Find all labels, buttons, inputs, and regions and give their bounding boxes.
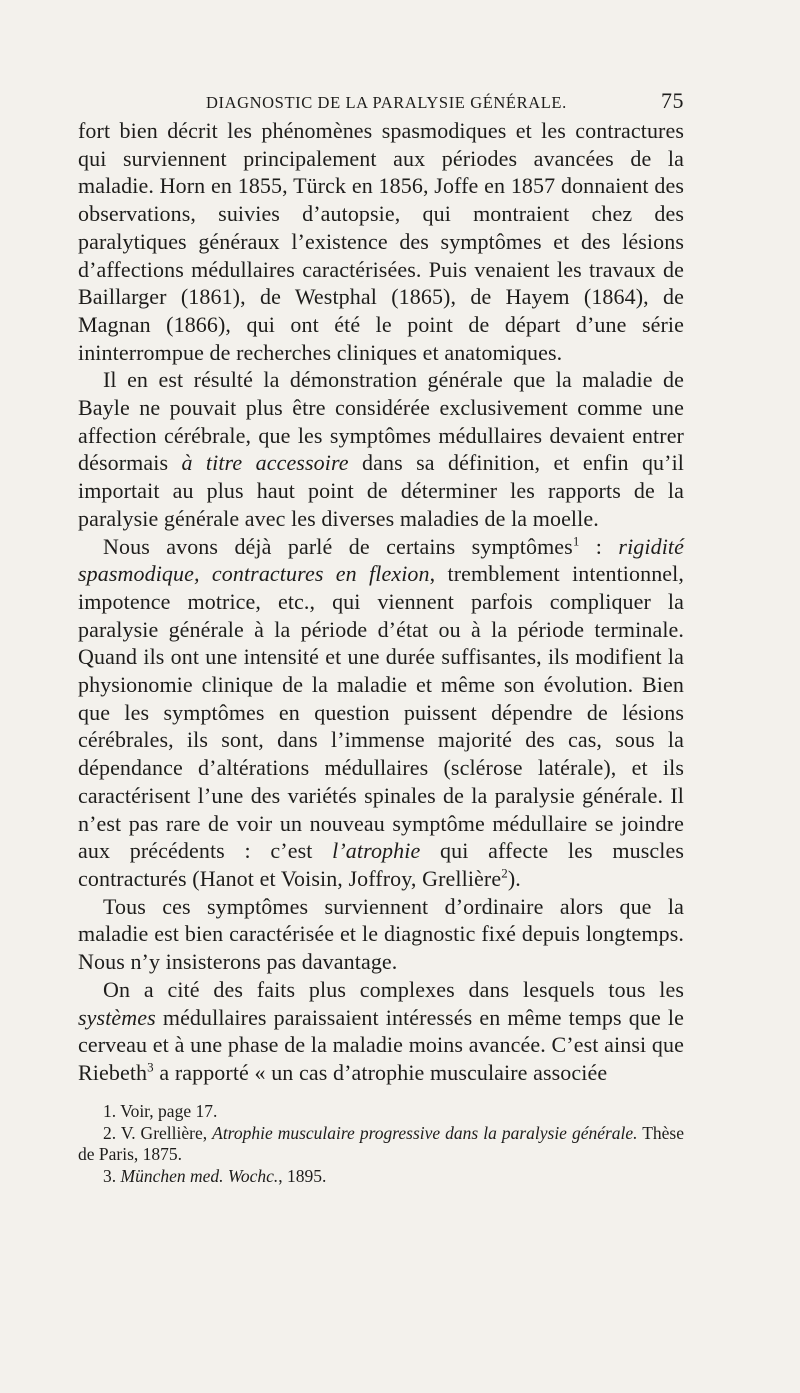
footnote-ref-1: 1 xyxy=(572,533,580,549)
footnotes xyxy=(78,1101,684,1187)
paragraph-3 xyxy=(78,533,684,893)
paragraph-4-text: Tous ces symptômes surviennent d’ordinaire alors que la maladie est bien caractérisée et le diagnostic fixé depuis longtemps. Nous n’y insisterons pas davantage. xyxy=(78,893,684,975)
paragraph-5-italic: systèmes xyxy=(78,1004,156,1030)
paragraph-1 xyxy=(78,117,684,366)
footnote-3-text: , 1895. xyxy=(278,1165,327,1186)
paragraph-5 xyxy=(78,976,684,1087)
footnote-1-text: Voir, page 17. xyxy=(120,1101,218,1121)
footnote-2-number: 2. xyxy=(103,1122,117,1143)
footnote-2-italic: Atrophie musculaire progressive dans la paralysie générale. xyxy=(212,1122,638,1143)
footnote-1 xyxy=(78,1101,684,1123)
footnote-2-text-b: Thèse de Paris, 1875. xyxy=(78,1122,685,1164)
paragraph-3-text-e: ). xyxy=(507,865,521,891)
paragraph-2-text-b: dans sa définition, et enfin qu’il importait au plus haut point de déterminer les rapports de la paralysie générale avec les diverses maladies de la moelle. xyxy=(78,450,684,531)
footnote-1-number: 1. xyxy=(103,1101,117,1121)
body-text xyxy=(78,117,684,1087)
footnote-2 xyxy=(78,1123,684,1166)
page-number: 75 xyxy=(661,88,684,113)
footnote-3 xyxy=(78,1166,684,1188)
paragraph-3-italic-2: l’atrophie xyxy=(332,838,421,864)
paragraph-3-text-c: , tremblement intentionnel, impotence motrice, etc., qui viennent parfois compliquer la paralysie générale à la période d’état ou à la période terminale. Quand ils ont une intensité et une durée suffisantes, ils modifient la physionomie clinique de la maladie et même son évolution. Bien que les symptômes en question puissent dépendre de lésions cérébrales, ils sont, dans l’immense majorité des cas, sous la dépendance d’altérations médullaires (sclérose latérale), et ils caractérisent l’une des variétés spinales de la paralysie générale. Il n’est pas rare de voir un nouveau symptôme médullaire se joindre aux précédents : c’est xyxy=(78,561,684,864)
paragraph-1-text: fort bien décrit les phénomènes spasmodiques et les contractures qui surviennent principalement aux périodes avancées de la maladie. Horn en 1855, Türck en 1856, Joffe en 1857 donnaient des observations, suivies d’autopsie, qui montraient chez des paralytiques généraux l’existence des symptômes et des lésions d’affections médullaires caractérisées. Puis venaient les travaux de Baillarger (1861), de Westphal (1865), de Hayem (1864), de Magnan (1866), qui ont été le point de départ d’une série ininterrompue de recherches cliniques et anatomiques. xyxy=(78,118,684,365)
footnote-3-number: 3. xyxy=(103,1165,117,1186)
running-title: DIAGNOSTIC DE LA PARALYSIE GÉNÉRALE. xyxy=(206,92,567,113)
paragraph-3-text-b: : xyxy=(579,533,603,559)
footnote-3-italic: München med. Wochc. xyxy=(120,1165,279,1186)
paragraph-5-text-c: a rapporté « un cas d’atrophie musculaire associée xyxy=(153,1059,608,1085)
paragraph-3-italic-1: rigidité spasmodique, contractures en flexion xyxy=(78,533,684,587)
paragraph-5-text-a: On a cité des faits plus complexes dans lesquels tous les xyxy=(103,976,684,1002)
footnote-2-text-a: V. Grellière, xyxy=(120,1122,213,1143)
page-header xyxy=(78,88,684,114)
paragraph-5-text-b: médullaires paraissaient intéressés en même temps que le cerveau et à une phase de la maladie moins avancée. C’est ainsi que Riebeth xyxy=(78,1004,684,1085)
paragraph-2-italic: à titre accessoire xyxy=(181,450,349,476)
paragraph-3-text-a: Nous avons déjà parlé de certains symptômes xyxy=(103,533,573,559)
paragraph-4 xyxy=(78,893,684,976)
paragraph-2-text-a: Il en est résulté la démonstration générale que la maladie de Bayle ne pouvait plus être considérée exclusivement comme une affection cérébrale, que les symptômes médullaires devaient entrer désormais xyxy=(78,367,684,476)
paragraph-2 xyxy=(78,366,684,532)
footnote-ref-3: 3 xyxy=(147,1059,154,1075)
footnote-ref-2: 2 xyxy=(501,865,508,881)
paragraph-3-text-d: qui affecte les muscles contracturés (Hanot et Voisin, Joffroy, Grellière xyxy=(78,838,684,891)
